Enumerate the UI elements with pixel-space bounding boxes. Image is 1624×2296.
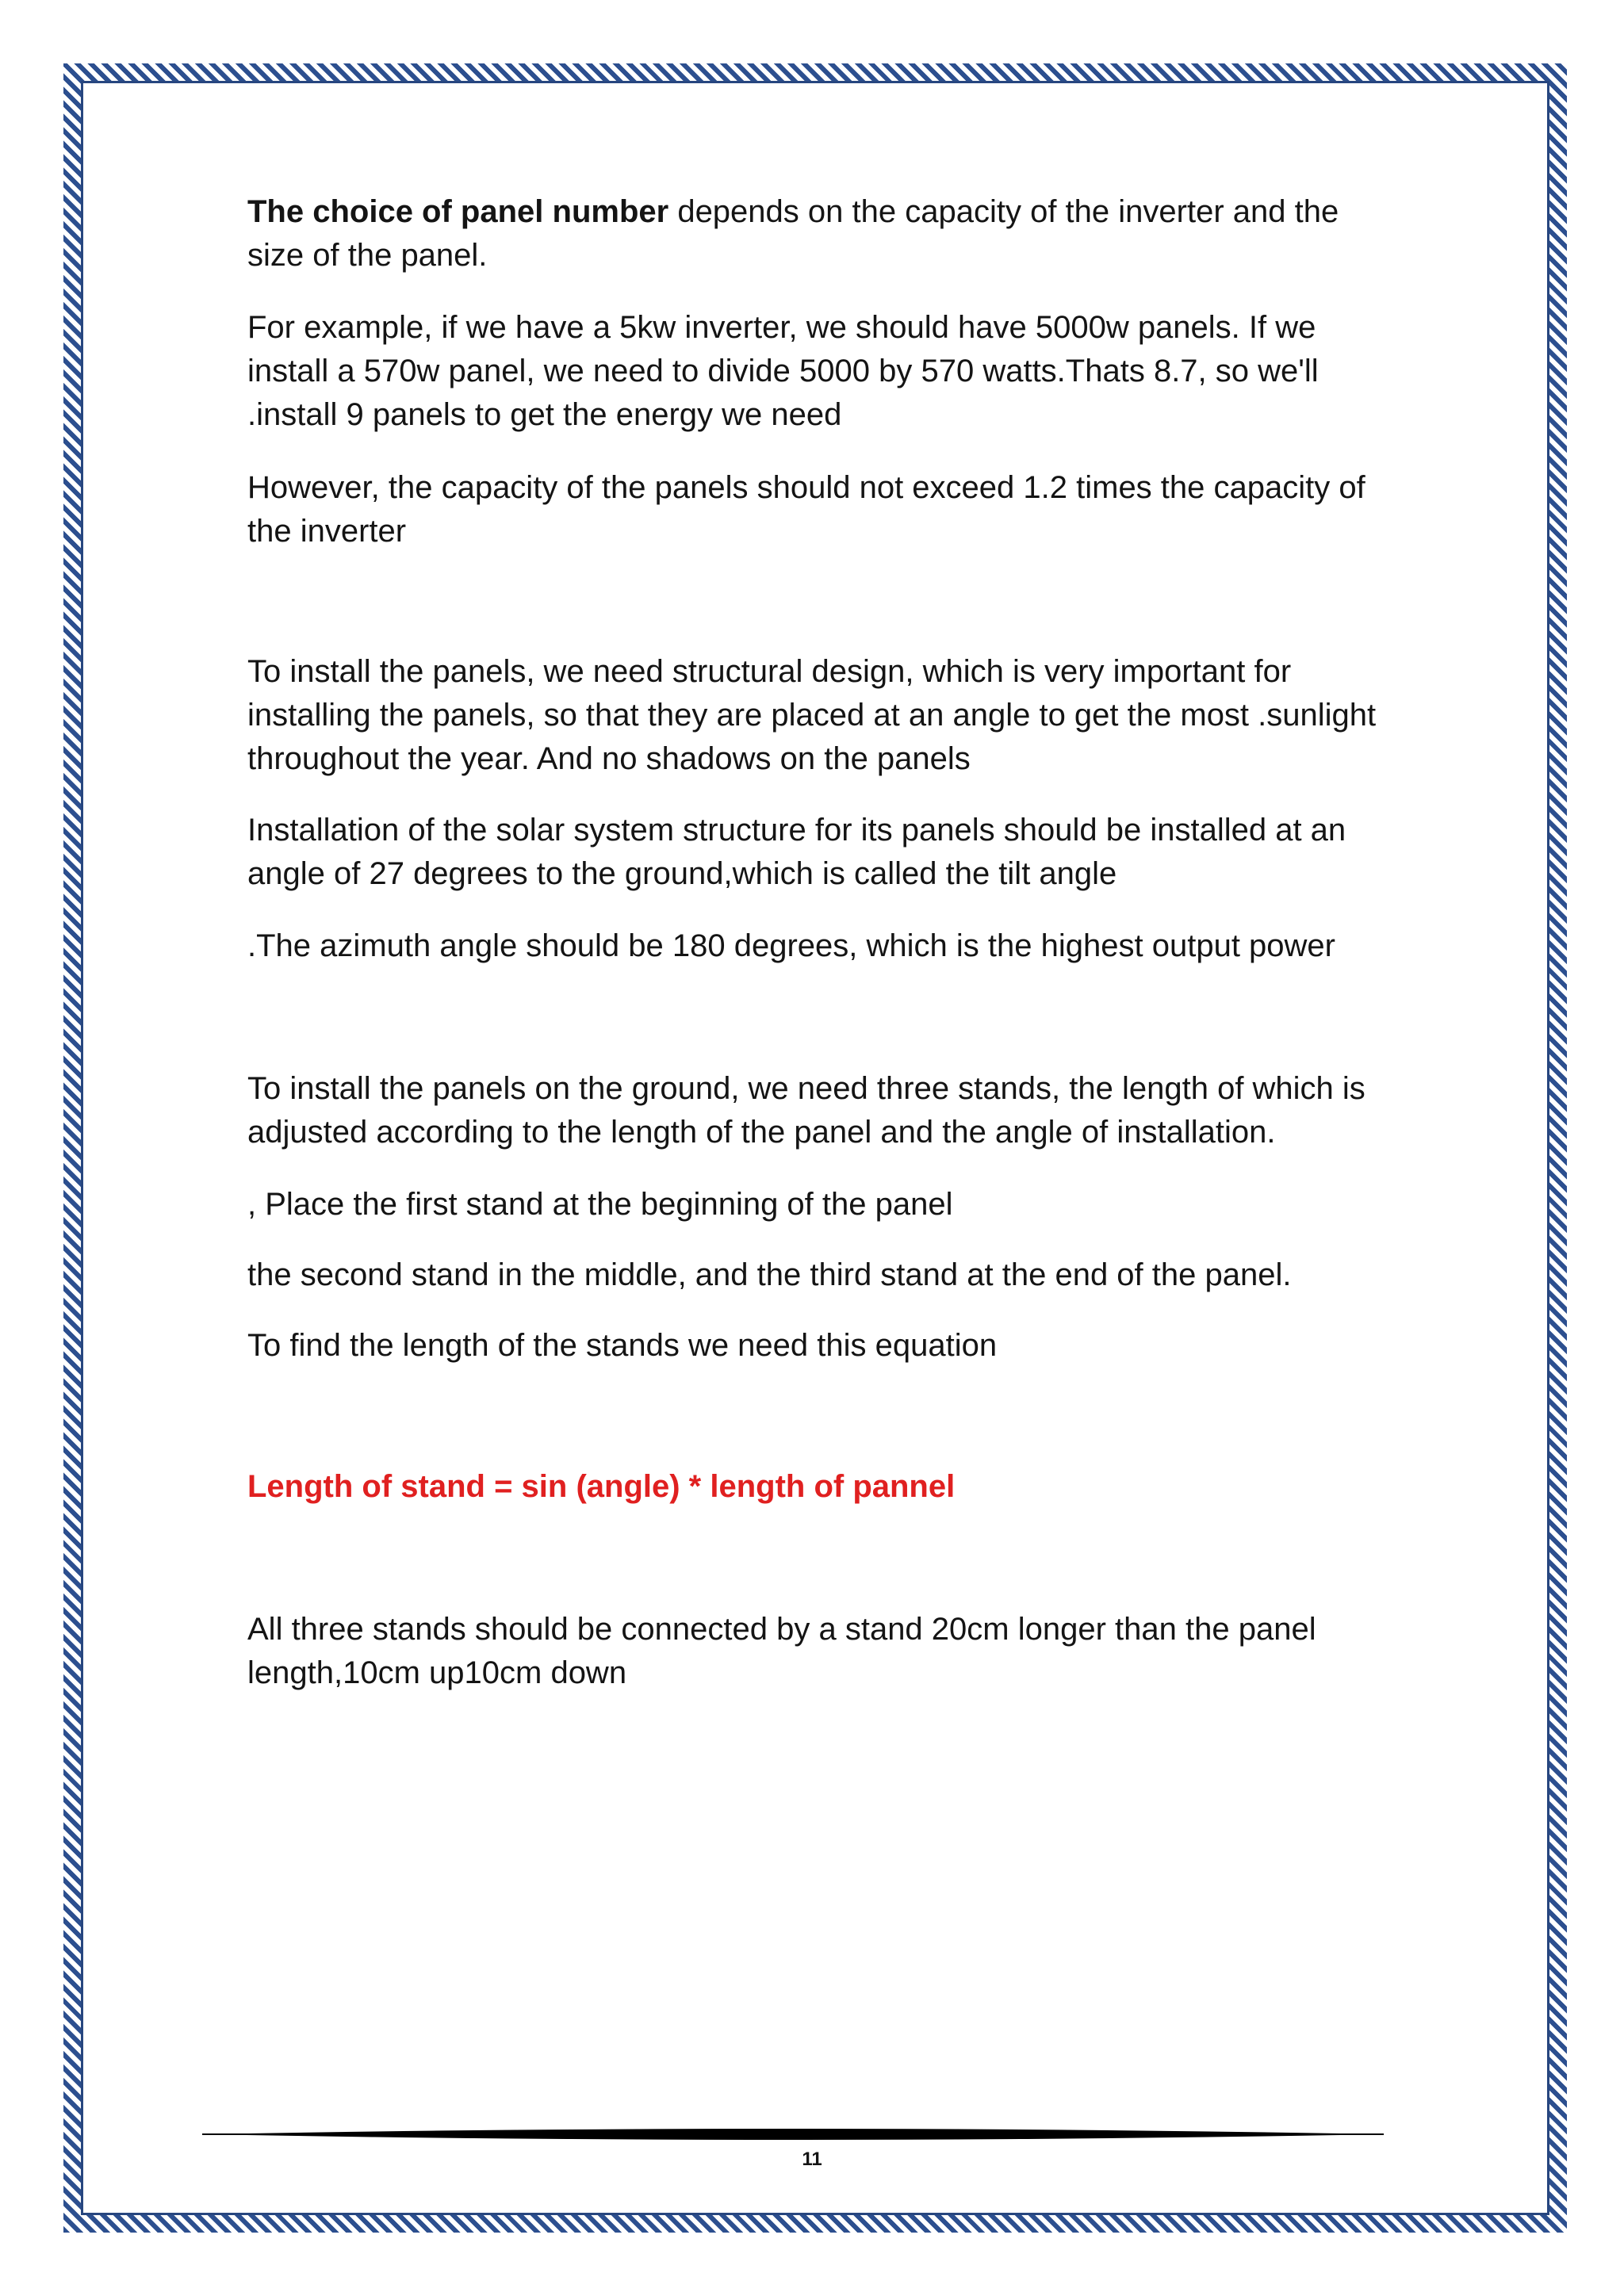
paragraph-capacity-limit: However, the capacity of the panels should not exceed 1.2 times the capacity of the inverter (247, 470, 1365, 549)
paragraph-equation-intro: To find the length of the stands we need this equation (247, 1328, 998, 1363)
paragraph-panel-number (247, 190, 1389, 277)
paragraph-three-stands: To install the panels on the ground, we need three stands, the length of which is adjusted according to the length of the panel and the angle of installation. (247, 1071, 1365, 1150)
page-number: 11 (802, 2149, 822, 2170)
stand-length-formula: Length of stand = sin (angle) * length of pannel (247, 1469, 956, 1504)
paragraph-tilt-angle: Installation of the solar system structure for its panels should be installed at an angle of 27 degrees to the ground,which is called the tilt angle (247, 813, 1346, 891)
paragraph-example: For example, if we have a 5kw inverter, we should have 5000w panels. If we install a 570w panel, we need to divide 5000 by 570 watts.Thats 8.7, so we'll .install 9 panels to get the energy we need (247, 310, 1319, 432)
paragraph-azimuth-angle: .The azimuth angle should be 180 degrees, which is the highest output power (247, 928, 1335, 963)
paragraph-second-third-stand: the second stand in the middle, and the third stand at the end of the panel. (247, 1257, 1292, 1292)
footer-divider (202, 2125, 1384, 2144)
paragraph-lead-bold: The choice of panel number (247, 194, 669, 229)
paragraph-structural-design: To install the panels, we need structural design, which is very important for installing the panels, so that they are placed at an angle to get the most .sunlight throughout the year. And no shadows on the panels (247, 654, 1377, 776)
paragraph-first-stand: , Place the first stand at the beginning of the panel (247, 1187, 953, 1222)
paragraph-text: depends on the capacity of the inverter and the size of the panel. (247, 194, 1339, 273)
paragraph-connecting-stand: All three stands should be connected by a stand 20cm longer than the panel length,10cm up10cm down (247, 1612, 1316, 1690)
